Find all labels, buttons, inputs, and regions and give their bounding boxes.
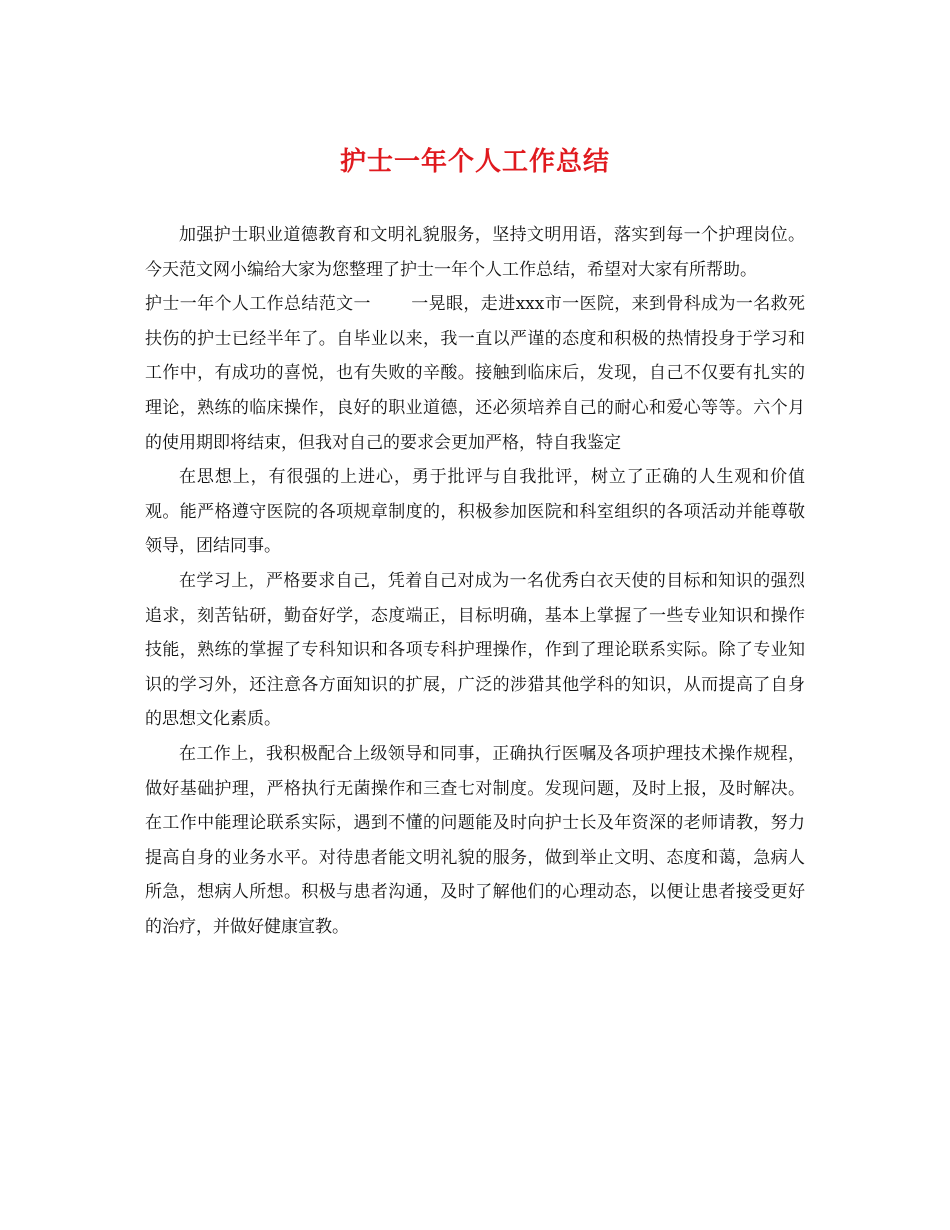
thought-paragraph: 在思想上，有很强的上进心，勇于批评与自我批评，树立了正确的人生观和价值观。能严格遵守医院的各项规章制度的，积极参加医院和科室组织的各项活动并能尊敬领导，团结同事。: [145, 467, 805, 557]
work-paragraph: 在工作上，我积极配合上级领导和同事，正确执行医嘱及各项护理技术操作规程，做好基础护理，严格执行无菌操作和三查七对制度。发现问题，及时上报，及时解决。在工作中能理论联系实际，遇到不懂的问题能及时向护士长及年资深的老师请教，努力提高自身的业务水平。对待患者能文明礼貌的服务，做到举止文明、态度和蔼，急病人所急，想病人所想。积极与患者沟通，及时了解他们的心理动态，以便让患者接受更好的治疗，并做好健康宣教。: [145, 743, 805, 937]
sample-paragraph: [145, 287, 805, 460]
document-body: [145, 218, 805, 944]
sample-first-text: 一晃眼，走进xxx市一医院，来到骨科成为一名救死扶伤的护士已经半年了。自毕业以来，我一直以严谨的态度和积极的热情投身于学习和工作中，有成功的喜悦，也有失败的辛酸。接触到临床后，发现，自己不仅要有扎实的理论，熟练的临床操作，良好的职业道德，还必须培养自己的耐心和爱心等等。六个月的使用期即将结束，但我对自己的要求会更加严格，特自我鉴定: [145, 294, 806, 453]
sample-heading: 护士一年个人工作总结范文一: [145, 294, 371, 315]
study-paragraph: 在学习上，严格要求自己，凭着自己对成为一名优秀白衣天使的目标和知识的强烈追求，刻苦钻研，勤奋好学，态度端正，目标明确，基本上掌握了一些专业知识和操作技能，熟练的掌握了专科知识和各项专科护理操作，作到了理论联系实际。除了专业知识的学习外，还注意各方面知识的扩展，广泛的涉猎其他学科的知识，从而提高了自身的思想文化素质。: [145, 570, 805, 730]
intro-paragraph: 加强护士职业道德教育和文明礼貌服务，坚持文明用语，落实到每一个护理岗位。今天范文网小编给大家为您整理了护士一年个人工作总结，希望对大家有所帮助。: [145, 225, 805, 280]
document-title: 护士一年个人工作总结: [339, 147, 610, 177]
